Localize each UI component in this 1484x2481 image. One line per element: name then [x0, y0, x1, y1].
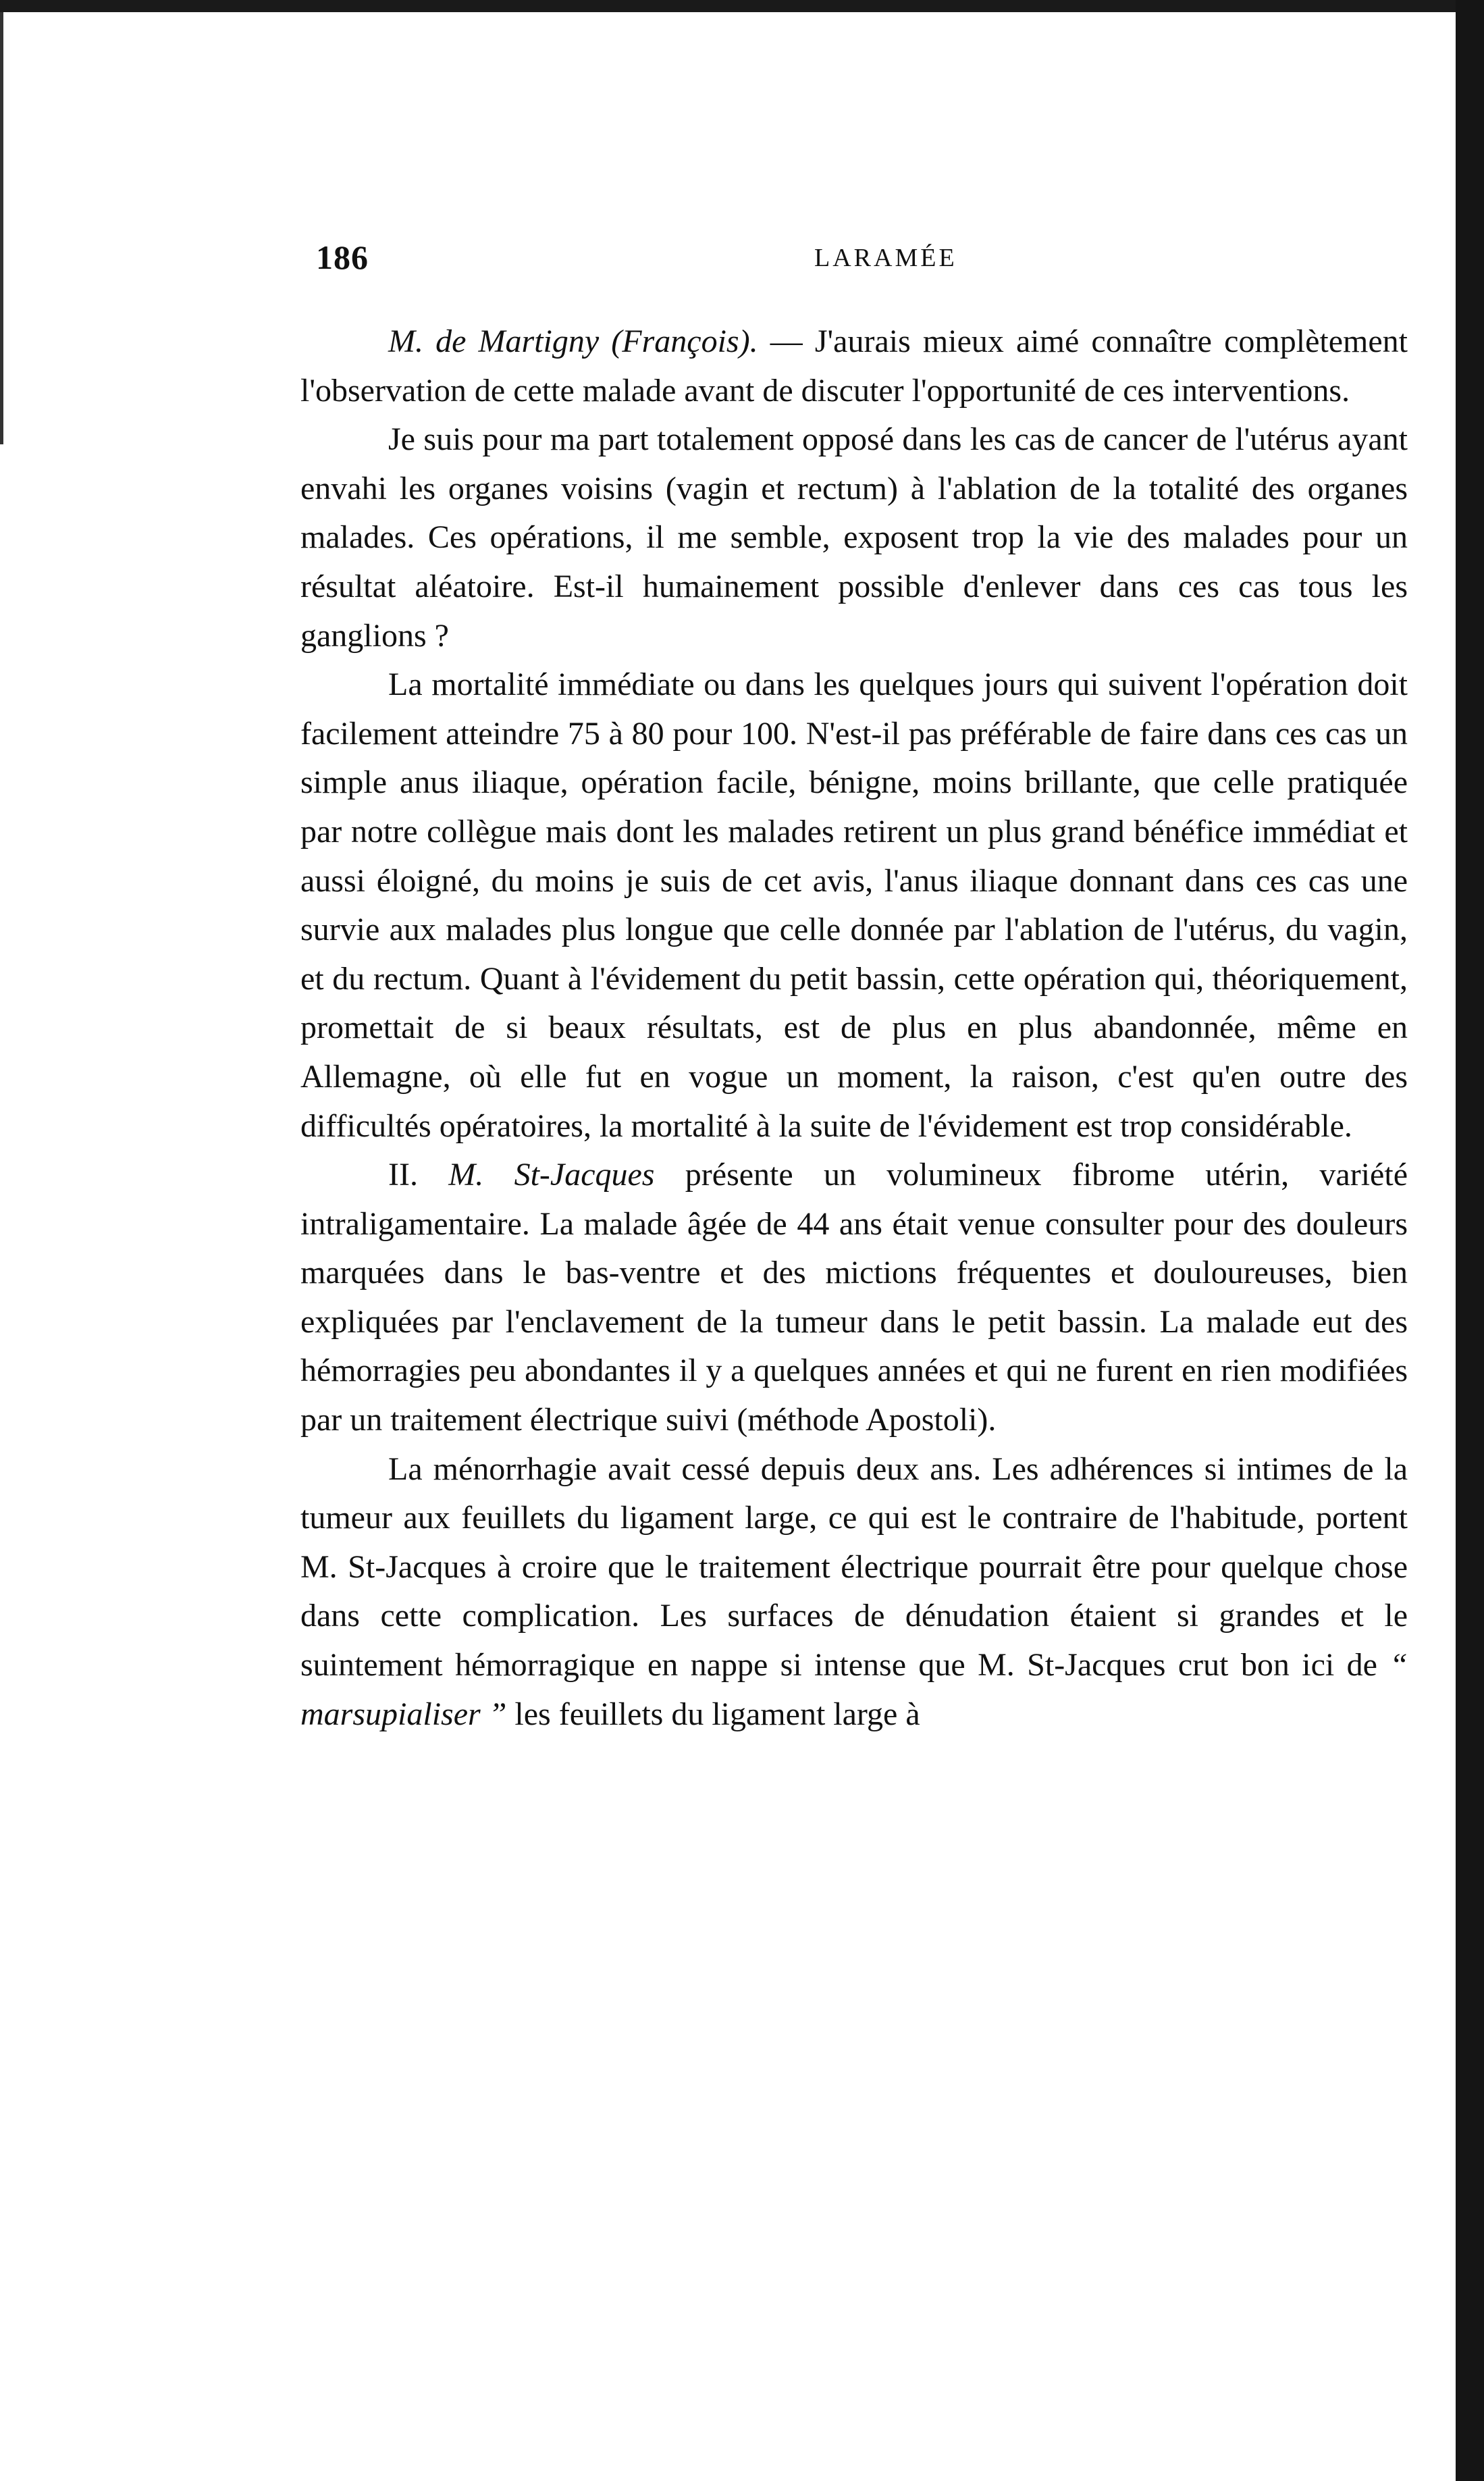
paragraph-mortalite — [300, 660, 1408, 1151]
paragraph-martigny — [300, 317, 1408, 415]
speaker-name: M. de Martigny (François). — [388, 323, 758, 359]
page-header — [316, 238, 1396, 285]
paragraph-text: présente un volumineux fibrome utérin, variété intraligamentaire. La malade âgée de 44 ans était venue consulter pour des douleurs marquées dans le bas-ventre et des mictions fréquentes et douloureuses, bien expliquées par l'enclavement de la tumeur dans le petit bassin. La malade eut des hémorragies peu abondantes il y a quelques années et qui ne furent en rien modifiées par un traitement électrique suivi (méthode Apostoli). — [300, 1157, 1408, 1438]
scan-border-top — [0, 0, 1484, 12]
body-text — [300, 317, 1408, 1739]
scan-border-right — [1456, 0, 1484, 2481]
paragraph-menorrhagie — [300, 1445, 1408, 1740]
paragraph-text: — J'aurais mieux aimé connaître complètement l'observation de cette malade avant de discuter l'opportunité de ces interventions. — [300, 323, 1408, 409]
quoted-term: “ marsupialiser ” — [300, 1647, 1408, 1732]
paragraph-text: La ménorrhagie avait cessé depuis deux ans. Les adhérences si intimes de la tumeur aux feuillets du ligament large, ce qui est le contraire de l'habitude, portent M. St-Jacques à croire que le traitement électrique pourrait être pour quelque chose dans cette complication. Les surfaces de dénudation étaient si grandes et le suintement hémorragique en nappe si intense que M. St-Jacques crut bon ici de — [300, 1451, 1408, 1683]
speaker-name: M. St-Jacques — [448, 1157, 655, 1193]
page-number: 186 — [316, 238, 369, 276]
paragraph-st-jacques — [300, 1151, 1408, 1445]
paragraph-cancer — [300, 415, 1408, 660]
scan-border-left — [0, 12, 3, 444]
paragraph-text: Je suis pour ma part totalement opposé dans les cas de cancer de l'utérus ayant envahi les organes voisins (vagin et rectum) à l'ablation de la totalité des organes malades. Ces opérations, il me semble, exposent trop la vie des malades pour un résultat aléatoire. Est-il humainement possible d'enlever dans ces cas tous les ganglions ? — [300, 421, 1408, 654]
section-number: II. — [388, 1157, 449, 1193]
paragraph-text: La mortalité immédiate ou dans les quelques jours qui suivent l'opération doit facilement atteindre 75 à 80 pour 100. N'est-il pas préférable de faire dans ces cas un simple anus iliaque, opération facile, bénigne, moins brillante, que celle pratiquée par notre collègue mais dont les malades retirent un plus grand bénéfice immédiat et aussi éloigné, du moins je suis de cet avis, l'anus iliaque donnant dans ces cas une survie aux malades plus longue que celle donnée par l'ablation de l'utérus, du vagin, et du rectum. Quant à l'évidement du petit bassin, cette opération qui, théoriquement, promettait de si beaux résultats, est de plus en plus abandonnée, même en Allemagne, où elle fut en vogue un moment, la raison, c'est qu'en outre des difficultés opératoires, la mortalité à la suite de l'évidement est trop considérable. — [300, 667, 1408, 1144]
running-head: LARAMÉE — [814, 244, 957, 272]
paragraph-text-end: les feuillets du ligament large à — [506, 1696, 920, 1732]
